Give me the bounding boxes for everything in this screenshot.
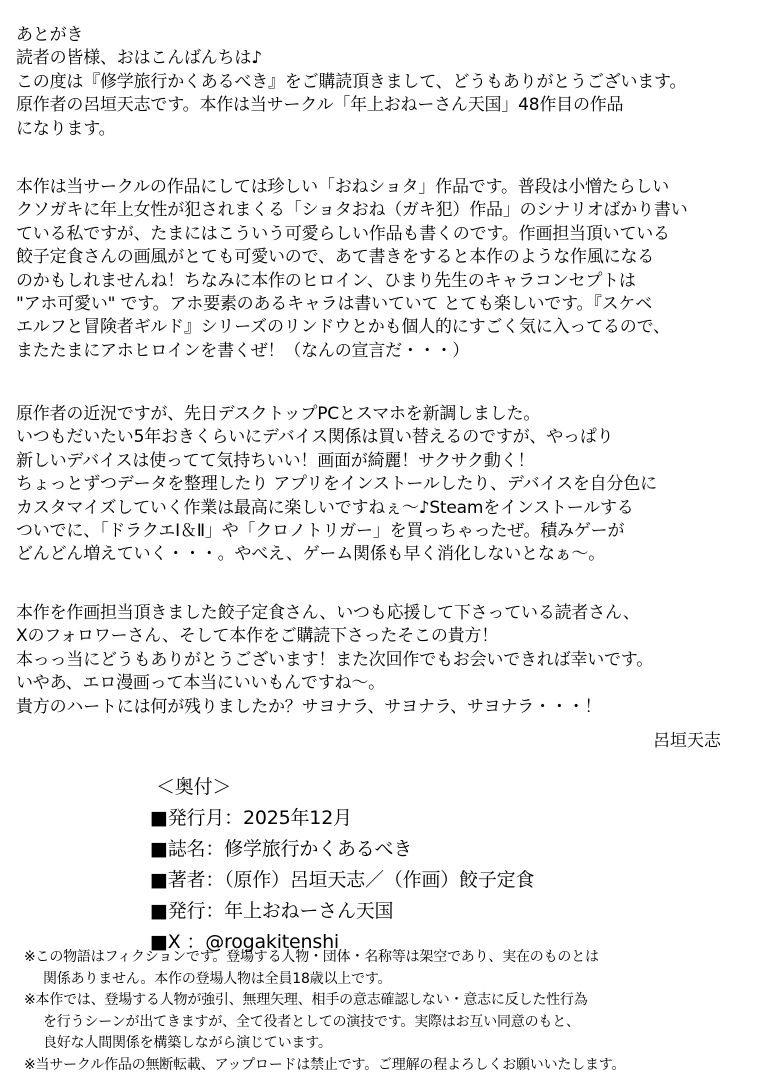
text-line: またたまにアホヒロインを書くぜ！（なんの宣言だ・・・） — [16, 340, 470, 361]
afterword-paragraph-2 — [16, 176, 756, 363]
disclaimer-line: ※この物語はフィクションです。登場する人物・団体・名称等は架空であり、実在のものとは — [24, 949, 599, 965]
text-line: のかもしれませんね！ちなみに本作のヒロイン、ひまり先生のキャラコンセプトは — [16, 270, 636, 291]
colophon-heading: ＜奥付＞ — [156, 776, 232, 798]
text-line: 本作は当サークルの作品にしては珍しい「おねショタ」作品です。普段は小憎たらしい — [16, 177, 669, 197]
text-line: 本作を作画担当頂きました餃子定食さん、いつも応援して下さっている読者さん、 — [16, 603, 640, 623]
text-line: ついでに、「ドラクエⅠ＆Ⅱ」や「クロノトリガー」を買っちゃったぜ。積みゲーが — [16, 520, 625, 541]
colophon-item: ■著者：（原作）呂垣天志／（作画）餃子定食 — [150, 869, 535, 891]
text-line: 原作者の近況ですが、先日デスクトップPCとスマホを新調しました。 — [16, 404, 541, 424]
afterword-heading: あとがき — [16, 25, 84, 45]
text-line: クソガキに年上女性が犯されまくる「ショタおね（ガキ犯）作品」のシナリオばかり書い — [16, 200, 688, 221]
disclaimer-line: ※当サークル作品の無断転載、アップロードは禁止です。ご理解の程よろしくお願いいたします。 — [24, 1056, 626, 1073]
text-line: エルフと冒険者ギルド』シリーズのリンドウとかも個人的にすごく気に入ってるので、 — [16, 317, 670, 338]
disclaimer-notes — [24, 947, 754, 1076]
text-line: Xのフォロワーさん、そして本作をご購読下さったそこの貴方！ — [16, 626, 499, 647]
colophon-item: ■発行：年上おねーさん天国 — [150, 900, 394, 922]
colophon-item: ■X ：@rogakitenshi — [150, 931, 340, 953]
text-line: ちょっとずつデータを整理したり アプリをインストールしたり、デバイスを自分色に — [16, 474, 657, 495]
disclaimer-line: を行うシーンが出てきますが、全て役者としての演技です。実際はお互い同意のもと、 — [43, 1013, 580, 1030]
text-line: になります。 — [16, 118, 116, 139]
text-line: 餃子定食さんの画風がとても可愛いので、あて書きをすると本作のような作風になる — [16, 247, 655, 268]
text-line: いやあ、エロ漫画って本当にいいもんですね～。 — [16, 673, 385, 694]
text-line: 原作者の呂垣天志です。本作は当サークル「年上おねーさん天国」48作目の作品 — [16, 95, 624, 116]
text-line: 読者の皆様、おはこんばんちは♪ — [16, 48, 262, 69]
text-line: カスタマイズしていく作業は最高に楽しいですねぇ～♪Steamをインストールする — [16, 497, 634, 518]
disclaimer-line: ※本作では、登場する人物が強引、無理矢理、相手の意志確認しない・意志に反した性行為 — [24, 992, 588, 1008]
colophon-item: ■誌名：修学旅行かくあるべき — [150, 838, 413, 860]
disclaimer-line: 良好な人間関係を構築しながら演じています。 — [43, 1035, 332, 1051]
text-line: 本っっ当にどうもありがとうございます！また次回作でもお会いできれば幸いです。 — [16, 649, 654, 670]
text-line: "アホ可愛い" です。アホ要素のあるキャラは書いていて とても楽しいです。『スケベ — [16, 293, 653, 314]
text-line: 新しいデバイスは使ってて気持ちいい！画面が綺麗！サクサク動く！ — [16, 450, 535, 471]
disclaimer-line: 関係ありません。本作の登場人物は全員18歳以上です。 — [43, 970, 392, 987]
author-signature: 呂垣天志 — [653, 731, 721, 751]
text-line: どんどん増えていく・・・。やべえ、ゲーム関係も早く消化しないとなぁ～。 — [16, 544, 606, 565]
afterword-paragraph-3 — [16, 403, 756, 567]
afterword-paragraph-4 — [16, 602, 756, 719]
colophon-item: ■発行月：2025年12月 — [150, 807, 352, 829]
colophon — [150, 772, 710, 958]
text-line: 貴方のハートには何が残りましたか？サヨナラ、サヨナラ、サヨナラ・・・！ — [16, 696, 602, 717]
text-line: ている私ですが、たまにはこういう可愛らしい作品も書くのです。作画担当頂いている — [16, 223, 670, 244]
text-line: この度は『修学旅行かくあるべき』をご購読頂きまして、どうもありがとうございます。 — [16, 71, 687, 92]
afterword-intro — [16, 24, 756, 141]
text-line: いつもだいたい5年おきくらいにデバイス関係は買い替えるのですが、やっぱり — [16, 427, 614, 448]
